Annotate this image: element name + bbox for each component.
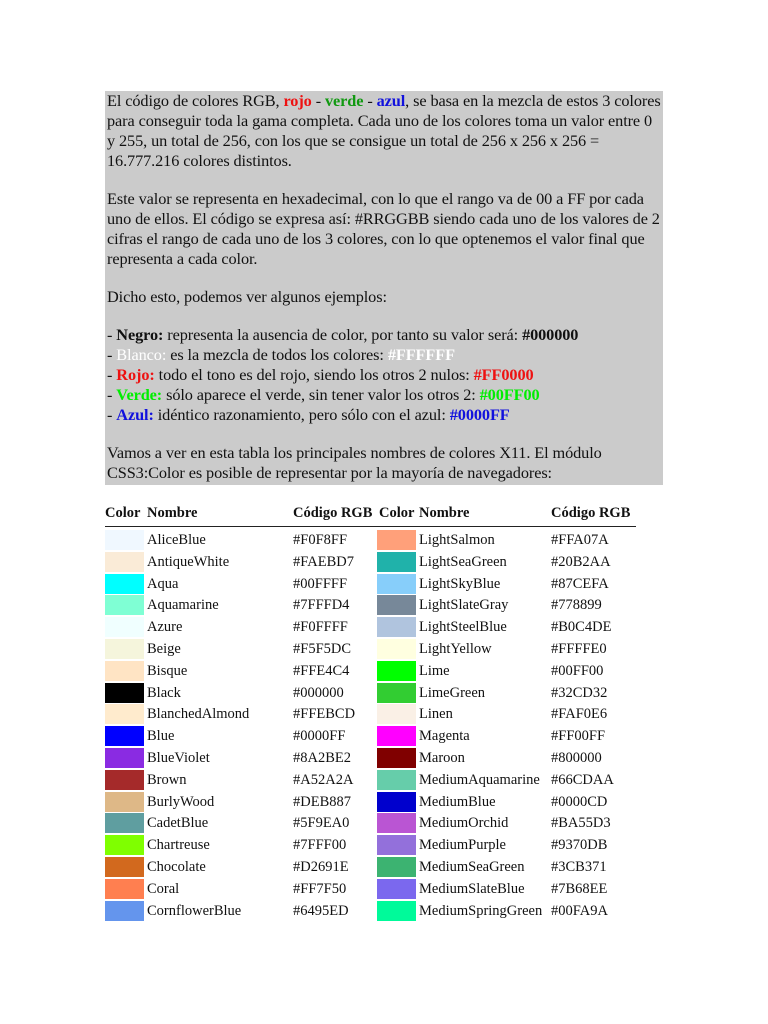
example-rojo: - Rojo: todo el tono es del rojo, siendo los otros 2 nulos: #FF0000 <box>107 365 534 384</box>
example-blanco: - Blanco: es la mezcla de todos los colores: #FFFFFF <box>107 345 455 364</box>
color-swatch <box>377 530 416 550</box>
color-swatch <box>105 617 144 637</box>
intro-paragraph-2: Este valor se representa en hexadecimal, con lo que el rango va de 00 a FF por cada uno de ellos. El código se expresa así: #RRGGBB siendo cada uno de los valores de 2 cifras el rango de cada uno de los 3 colores, con lo que optenemos el valor final que representa a cada color. <box>107 189 660 268</box>
table-row <box>105 748 370 769</box>
color-code: #0000CD <box>551 793 608 810</box>
table-row <box>377 770 642 791</box>
header-nombre-right: Nombre <box>419 505 470 521</box>
color-swatch <box>377 879 416 899</box>
color-swatch <box>105 857 144 877</box>
color-code: #32CD32 <box>551 684 608 701</box>
intro-paragraph-1 <box>107 91 663 171</box>
color-swatch <box>377 552 416 572</box>
color-swatch <box>377 574 416 594</box>
color-code: #00FF00 <box>551 662 604 679</box>
header-nombre-left: Nombre <box>147 505 198 521</box>
color-code: #8A2BE2 <box>293 750 351 766</box>
color-name: CadetBlue <box>147 815 209 832</box>
header-divider <box>105 526 636 527</box>
intro-paragraph-3: Dicho esto, podemos ver algunos ejemplos: <box>107 287 387 306</box>
color-name: AntiqueWhite <box>147 553 230 570</box>
color-code: #FF7F50 <box>293 880 347 897</box>
color-swatch <box>105 813 144 833</box>
color-name: LimeGreen <box>419 684 486 701</box>
header-color-left: Color <box>105 505 141 521</box>
color-swatch <box>377 770 416 790</box>
color-name: Brown <box>147 771 187 788</box>
color-name: MediumBlue <box>419 793 496 810</box>
color-name: MediumAquamarine <box>419 771 540 788</box>
color-code: #9370DB <box>551 837 608 854</box>
table-row <box>377 857 642 878</box>
color-name: MediumSlateBlue <box>419 880 525 897</box>
color-swatch <box>105 835 144 855</box>
color-name: Beige <box>147 641 181 657</box>
color-swatch <box>105 748 144 768</box>
header-codigo-right: Código RGB <box>551 505 631 521</box>
color-name: LightYellow <box>419 641 492 657</box>
table-row <box>105 683 370 704</box>
color-swatch <box>377 792 416 812</box>
color-name: LightSlateGray <box>419 597 509 614</box>
color-name: MediumSeaGreen <box>419 859 525 875</box>
table-row <box>377 595 642 616</box>
color-name: MediumSpringGreen <box>419 902 543 919</box>
separator: - <box>363 91 377 110</box>
color-name: Aqua <box>147 575 179 592</box>
color-code: #FFEBCD <box>293 706 356 723</box>
color-code: #00FA9A <box>551 902 608 919</box>
table-row <box>377 726 642 747</box>
intro-text: , se basa en la mezcla de estos 3 colores para conseguir toda la gama completa. Cada uno de los colores toma un valor entre 0 y 255, un total de 256, con los que se consigue un total de 256 x 256 x 256 = 16.777.216 colores distintos. <box>107 91 661 170</box>
color-name: AliceBlue <box>147 532 206 548</box>
color-code: #F0F8FF <box>293 532 348 548</box>
color-code: #F0FFFF <box>293 619 348 636</box>
table-row <box>105 530 370 551</box>
table-row <box>105 813 370 834</box>
table-row <box>105 639 370 660</box>
table-row <box>377 748 642 769</box>
example-negro: - Negro: representa la ausencia de color, por tanto su valor será: #000000 <box>107 325 579 344</box>
color-swatch <box>105 661 144 681</box>
word-rojo: rojo <box>283 91 312 110</box>
color-swatch <box>105 639 144 659</box>
table-row <box>105 661 370 682</box>
color-code: #6495ED <box>293 902 349 919</box>
table-row <box>377 683 642 704</box>
word-verde: verde <box>324 91 364 110</box>
example-verde: - Verde: sólo aparece el verde, sin tener valor los otros 2: #00FF00 <box>107 385 540 404</box>
color-name: Coral <box>147 880 180 897</box>
color-code: #FAF0E6 <box>551 706 608 723</box>
color-swatch <box>105 704 144 724</box>
color-name: MediumOrchid <box>419 815 509 832</box>
color-swatch <box>377 748 416 768</box>
color-name: Aquamarine <box>147 597 219 614</box>
separator: - <box>311 91 325 110</box>
color-code: #F5F5DC <box>293 641 352 657</box>
table-row <box>377 574 642 595</box>
color-swatch <box>377 704 416 724</box>
table-row <box>105 617 370 638</box>
color-swatch <box>105 683 144 703</box>
table-row <box>377 552 642 573</box>
color-code: #3CB371 <box>551 859 607 875</box>
table-row <box>105 835 370 856</box>
color-name: Lime <box>419 662 450 679</box>
table-row <box>377 530 642 551</box>
color-code: #7B68EE <box>551 880 608 897</box>
color-code: #00FFFF <box>293 575 348 592</box>
color-code: #7FFFD4 <box>293 597 350 614</box>
color-swatch <box>377 857 416 877</box>
color-swatch <box>105 879 144 899</box>
color-code: #FFFFE0 <box>551 641 607 657</box>
table-row <box>105 552 370 573</box>
word-azul: azul <box>376 91 406 110</box>
color-code: #FFE4C4 <box>293 662 350 679</box>
color-name: BlueViolet <box>147 750 210 766</box>
header-codigo-left: Código RGB <box>293 505 373 521</box>
color-name: Black <box>147 684 181 701</box>
color-swatch <box>105 530 144 550</box>
color-swatch <box>105 595 144 615</box>
table-row <box>105 574 370 595</box>
color-name: BlanchedAlmond <box>147 706 250 723</box>
table-row <box>377 661 642 682</box>
color-code: #66CDAA <box>551 771 614 788</box>
color-code: #B0C4DE <box>551 619 612 636</box>
table-row <box>105 595 370 616</box>
color-code: #FAEBD7 <box>293 553 354 570</box>
color-swatch <box>377 901 416 921</box>
color-name: Azure <box>147 619 183 636</box>
color-code: #7FFF00 <box>293 837 347 854</box>
intro-panel <box>105 91 663 485</box>
table-row <box>377 813 642 834</box>
table-row <box>105 857 370 878</box>
color-swatch <box>105 726 144 746</box>
color-code: #87CEFA <box>551 575 609 592</box>
color-name: Bisque <box>147 662 188 679</box>
color-swatch <box>377 683 416 703</box>
color-name: Chartreuse <box>147 837 210 854</box>
color-name: LightSteelBlue <box>419 619 507 636</box>
table-row <box>105 704 370 725</box>
color-swatch <box>105 901 144 921</box>
table-row <box>105 726 370 747</box>
color-name: LightSalmon <box>419 532 495 548</box>
color-swatch <box>377 595 416 615</box>
table-row <box>377 792 642 813</box>
color-code: #5F9EA0 <box>293 815 350 832</box>
color-name: Blue <box>147 728 175 745</box>
color-swatch <box>377 661 416 681</box>
table-row <box>105 879 370 900</box>
intro-text: El código de colores RGB, <box>107 91 284 110</box>
table-row <box>377 901 642 922</box>
color-code: #A52A2A <box>293 771 354 788</box>
table-row <box>377 639 642 660</box>
color-swatch <box>105 770 144 790</box>
color-swatch <box>105 552 144 572</box>
table-row <box>105 792 370 813</box>
table-row <box>377 835 642 856</box>
color-swatch <box>377 726 416 746</box>
color-code: #BA55D3 <box>551 815 611 832</box>
color-code: #20B2AA <box>551 553 611 570</box>
color-code: #800000 <box>551 750 602 766</box>
color-name: BurlyWood <box>147 793 215 810</box>
color-code: #0000FF <box>293 728 346 745</box>
color-name: CornflowerBlue <box>147 902 242 919</box>
color-swatch <box>105 792 144 812</box>
table-row <box>377 617 642 638</box>
intro-paragraph-4: Vamos a ver en esta tabla los principales nombres de colores X11. El módulo CSS3:Color es posible de representar por la mayoría de navegadores: <box>107 443 602 482</box>
table-row <box>105 770 370 791</box>
table-row <box>377 879 642 900</box>
color-code: #FFA07A <box>551 532 609 548</box>
color-name: Maroon <box>419 750 465 766</box>
color-swatch <box>105 574 144 594</box>
color-name: Linen <box>419 706 453 723</box>
color-name: LightSeaGreen <box>419 553 507 570</box>
color-name: LightSkyBlue <box>419 575 501 592</box>
color-name: MediumPurple <box>419 837 506 854</box>
color-code: #000000 <box>293 684 344 701</box>
example-azul: - Azul: idéntico razonamiento, pero sólo con el azul: #0000FF <box>107 405 510 424</box>
color-name: Chocolate <box>147 859 206 875</box>
table-row <box>377 704 642 725</box>
header-color-right: Color <box>379 505 415 521</box>
color-code: #FF00FF <box>551 728 606 745</box>
color-code: #778899 <box>551 597 602 614</box>
color-swatch <box>377 835 416 855</box>
table-row <box>105 901 370 922</box>
color-swatch <box>377 813 416 833</box>
color-name: Magenta <box>419 728 470 745</box>
color-code: #DEB887 <box>293 793 351 810</box>
color-code: #D2691E <box>293 859 349 875</box>
color-swatch <box>377 639 416 659</box>
color-swatch <box>377 617 416 637</box>
